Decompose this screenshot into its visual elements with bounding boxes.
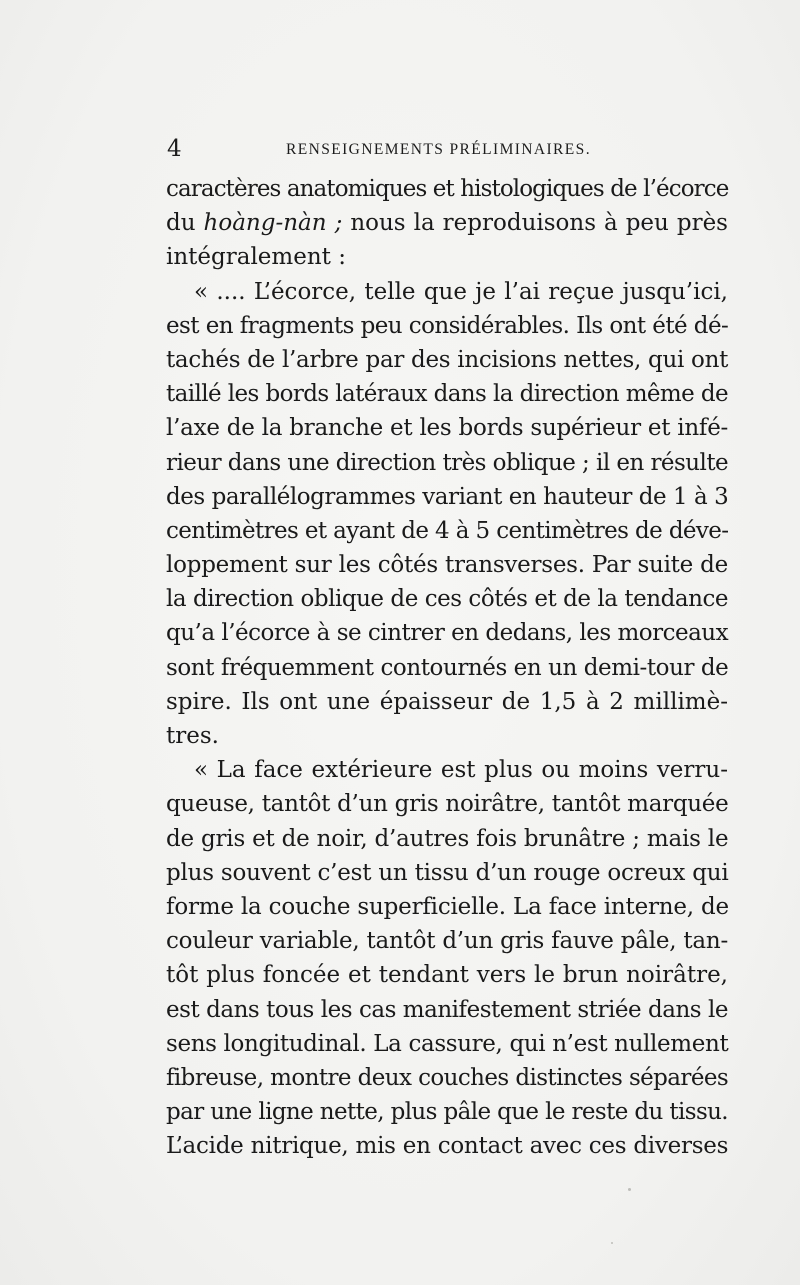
- paper-speck: [628, 1188, 631, 1191]
- text-line: spire. Ils ont une épaisseur de 1,5 à 2 millimè-: [166, 688, 728, 715]
- text-line: loppement sur les côtés transverses. Par suite de: [166, 552, 728, 579]
- running-title: RENSEIGNEMENTS PRÉLIMINAIRES.: [286, 141, 591, 158]
- text-line: rieur dans une direction très oblique ; il en résulte: [166, 449, 729, 476]
- page-number: 4: [167, 136, 182, 162]
- text-line: sens longitudinal. La cassure, qui n’est nullement: [166, 1030, 729, 1057]
- text-line: taillé les bords latéraux dans la direction même de: [166, 381, 728, 408]
- text-line: tachés de l’arbre par des incisions nettes, qui ont: [166, 346, 728, 373]
- plant-name-italic: hoàng-nàn ;: [203, 210, 343, 237]
- text-line: plus souvent c’est un tissu d’un rouge ocreux qui: [166, 859, 729, 886]
- text-line: l’axe de la branche et les bords supérieur et infé-: [166, 415, 729, 442]
- text-line: intégralement :: [166, 244, 346, 271]
- text-line: par une ligne nette, plus pâle que le reste du tissu.: [166, 1099, 728, 1126]
- text-line: de gris et de noir, d’autres fois brunâtre ; mais le: [166, 825, 729, 852]
- text-line: queuse, tantôt d’un gris noirâtre, tantôt marquée: [166, 791, 729, 818]
- text-line: L’acide nitrique, mis en contact avec ces diverses: [166, 1133, 729, 1160]
- text-line: forme la couche superficielle. La face interne, de: [166, 893, 729, 920]
- text-line: tôt plus foncée et tendant vers le brun noirâtre,: [166, 962, 728, 989]
- text-line: centimètres et ayant de 4 à 5 centimètres de déve-: [166, 517, 729, 544]
- body-text: [166, 172, 728, 1163]
- text-line: couleur variable, tantôt d’un gris fauve pâle, tan-: [166, 928, 728, 955]
- text-line: des parallélogrammes variant en hauteur de 1 à 3: [166, 483, 729, 510]
- text-line: du hoàng-nàn ; nous la reproduisons à peu près: [166, 210, 728, 237]
- text-line: fibreuse, montre deux couches distinctes séparées: [166, 1064, 729, 1091]
- text-line: qu’a l’écorce à se cintrer en dedans, les morceaux: [166, 620, 729, 647]
- text-line: caractères anatomiques et histologiques de l’écorce: [166, 176, 729, 202]
- text-line: « .... L’écorce, telle que je l’ai reçue jusqu’ici,: [194, 278, 728, 305]
- text-line: tres.: [166, 723, 219, 749]
- text-line: est en fragments peu considérables. Ils ont été dé-: [166, 312, 729, 339]
- paper-speck: [611, 1242, 613, 1244]
- text-line: la direction oblique de ces côtés et de la tendance: [166, 586, 728, 613]
- text-line: est dans tous les cas manifestement striée dans le: [166, 996, 728, 1023]
- text-line: « La face extérieure est plus ou moins verru-: [194, 757, 728, 784]
- text-line: sont fréquemment contournés en un demi-tour de: [166, 654, 729, 681]
